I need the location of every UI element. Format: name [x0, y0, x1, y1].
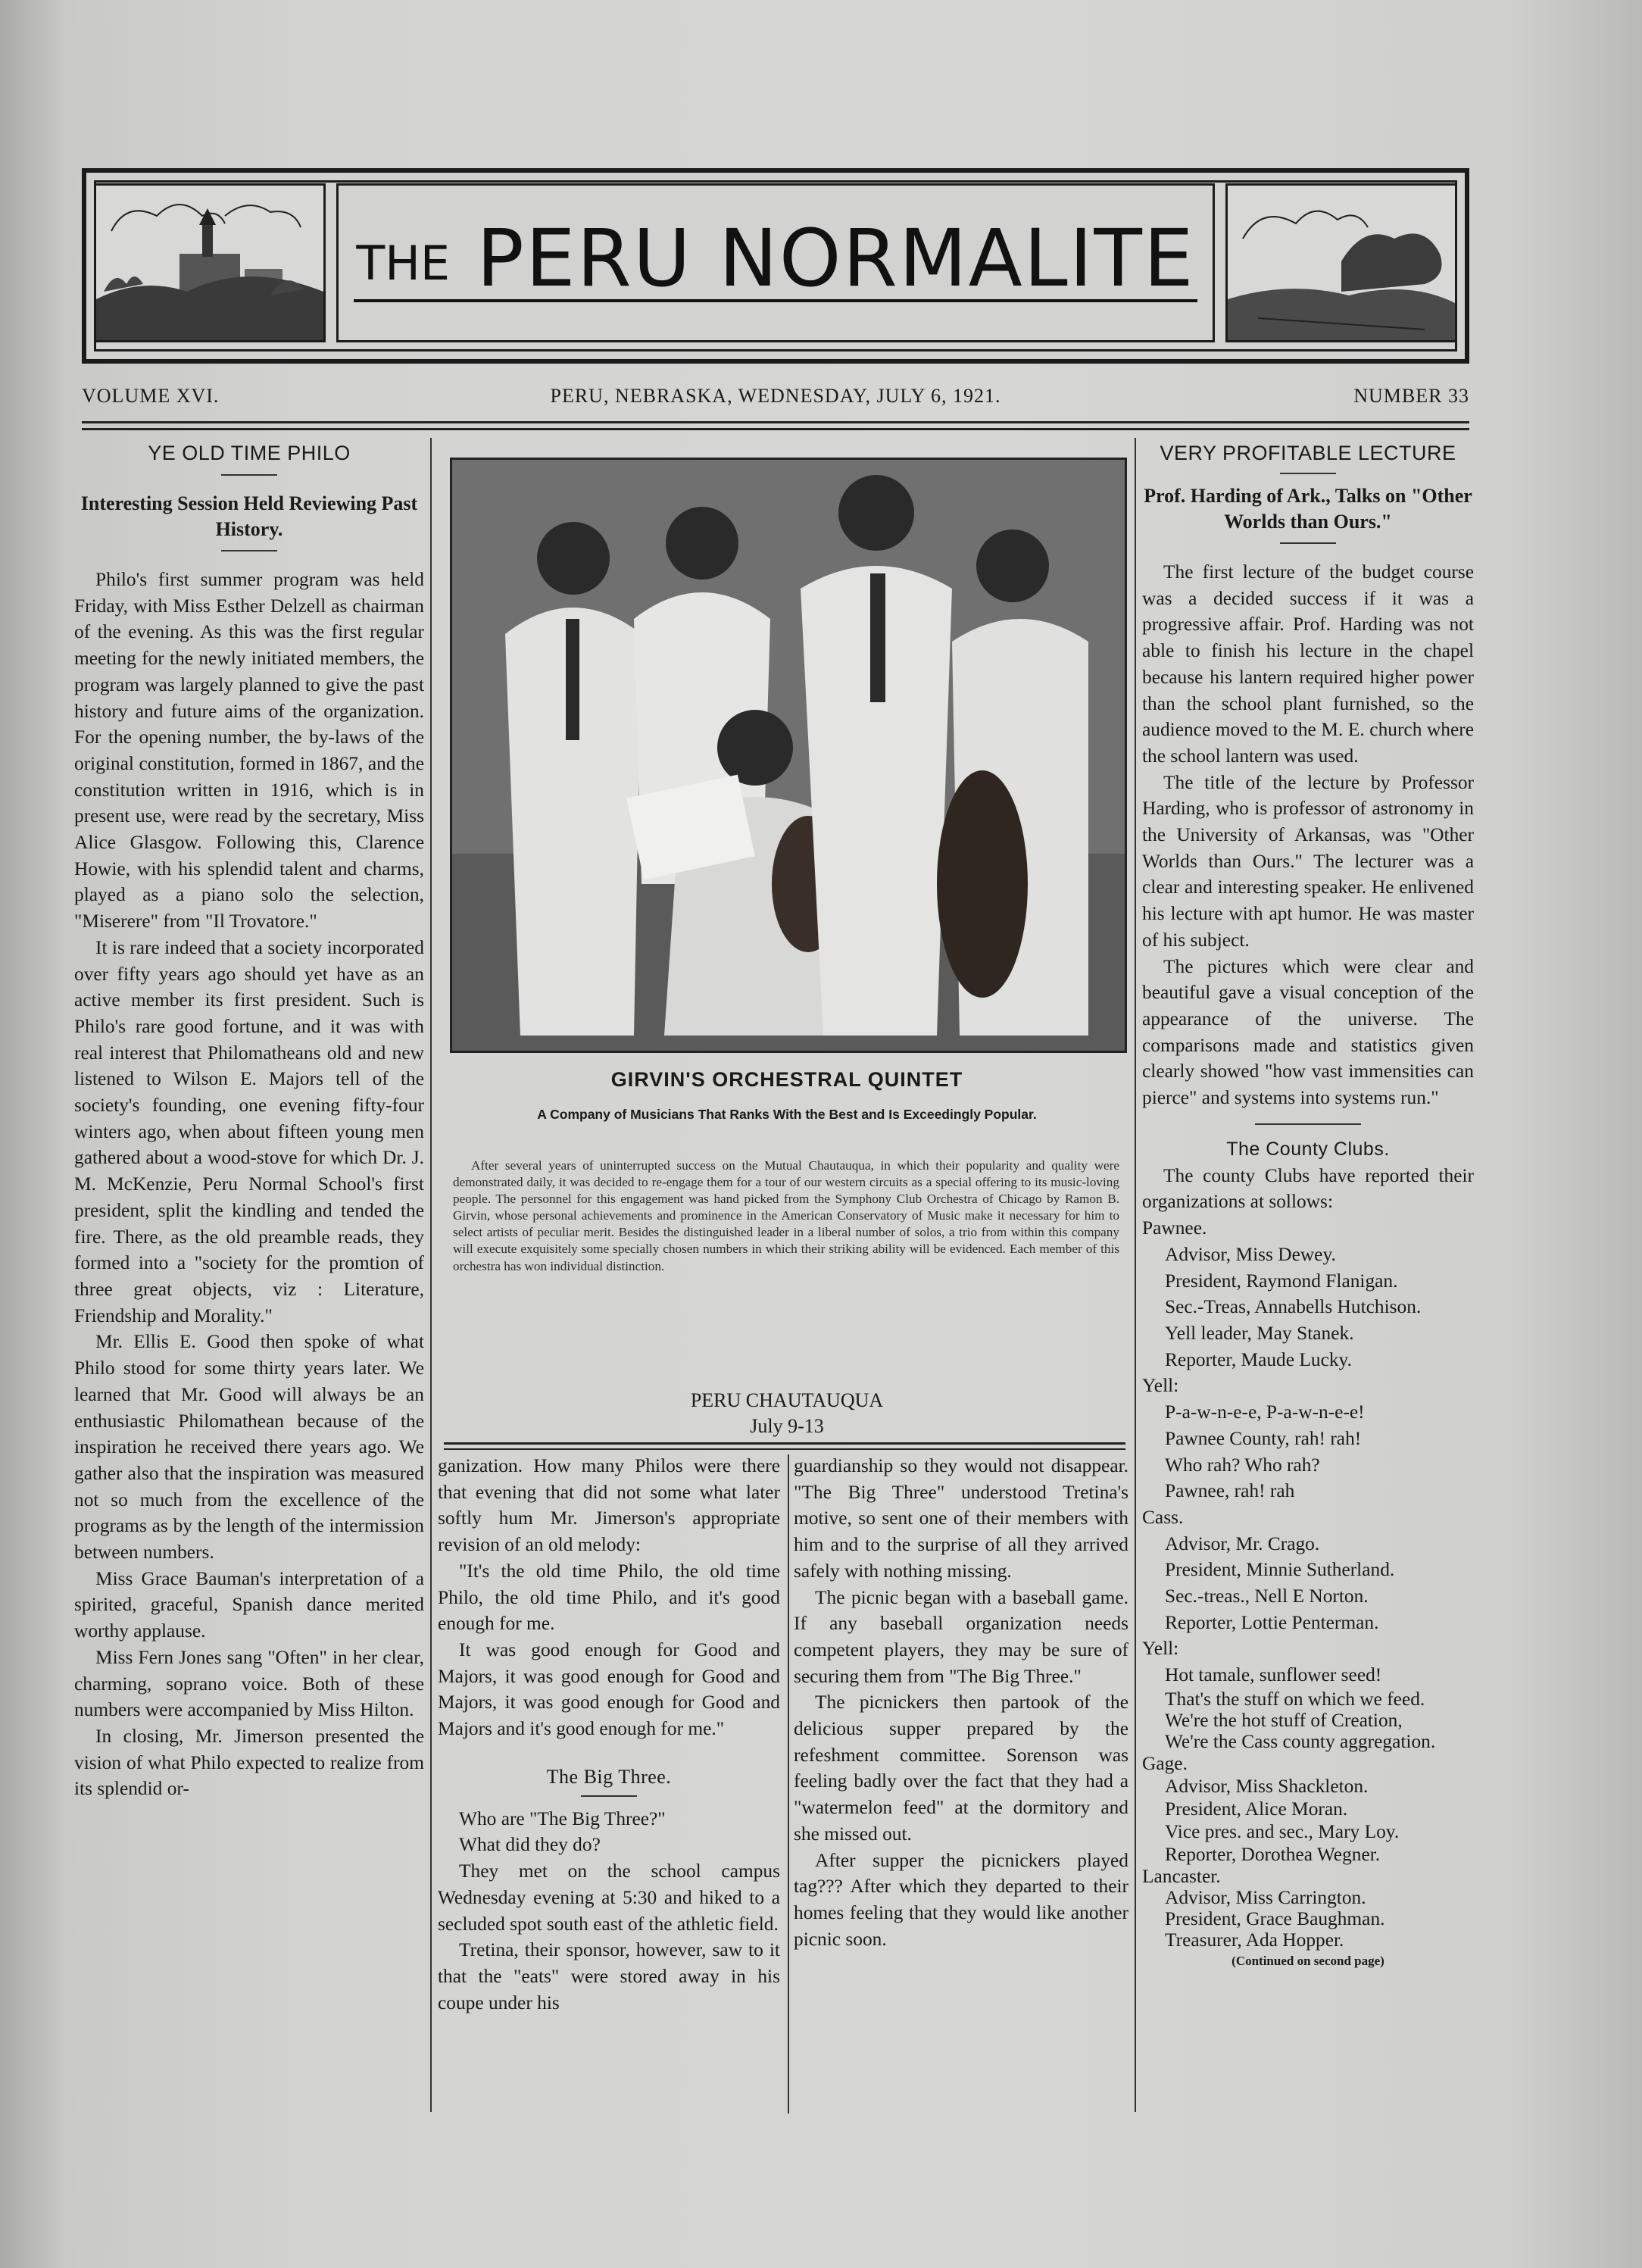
lancaster-club — [1142, 1866, 1474, 1972]
clubs-intro: The county Clubs have reported their organizations at sollows: — [1142, 1164, 1474, 1213]
column-rule-left — [430, 438, 432, 2112]
club-yell-line: We're the hot stuff of Creation, — [1165, 1709, 1403, 1731]
clubs-headline: The County Clubs. — [1226, 1138, 1390, 1160]
club-name: Lancaster. — [1142, 1865, 1221, 1887]
quintet-caption-body — [453, 1157, 1119, 1275]
philo-article — [74, 439, 424, 1802]
club-officer: Advisor, Miss Dewey. — [1165, 1243, 1336, 1265]
philo-paragraph: It is rare indeed that a society incorporated over fifty years ago should yet have as an active member its first president. Such is Philo's rare good fortune, and it was with real interest that Philomatheans old and new listened to Wilson E. Majors tell of the society's founding, one evening fifty-four winters ago, when about fifteen young men gathered about a wood-stove for which Dr. J. M. McKenzie, Peru Normal School's first president, split the kindling and tended the fire. There, as the old preamble reads, they formed into a "society for the promtion of three great objects, viz : Literature, Friendship and Morality." — [74, 936, 424, 1326]
big-three-headline: The Big Three. — [546, 1765, 672, 1788]
club-officer: Yell leader, May Stanek. — [1165, 1322, 1354, 1344]
club-officer: President, Raymond Flanigan. — [1165, 1270, 1398, 1292]
column-rule-right — [1135, 438, 1136, 2112]
philo-cont-paragraph: It was good enough for Good and Majors, it was good enough for Good and Majors, it was good enough for Good and Majors and it's good enough for me." — [438, 1639, 780, 1740]
club-officer: Sec.-treas., Nell E Norton. — [1165, 1585, 1369, 1607]
masthead-baseline-rule — [354, 299, 1197, 302]
club-officer: President, Grace Baughman. — [1165, 1907, 1385, 1929]
club-officer: Advisor, Miss Shackleton. — [1165, 1775, 1369, 1797]
club-yell-line: Hot tamale, sunflower seed! — [1165, 1664, 1382, 1686]
chautauqua-notice — [435, 1388, 1139, 1439]
philo-paragraph: Miss Fern Jones sang "Often" in her clear, charming, soprano voice. Both of these numbers were accompanied by Miss Hilton. — [74, 1646, 424, 1721]
masthead — [82, 168, 1469, 364]
lecture-paragraph: The title of the lecture by Professor Harding, who is professor of astronomy in the University of Arkansas, was "Other Worlds than Ours." The lecturer was a clear and interesting speaker. He enlivened his lecture with apt humor. He was master of his subject. — [1142, 771, 1474, 951]
masthead-title-box — [336, 183, 1215, 342]
big-three-paragraph: The picnickers then partook of the delicious supper prepared by the refeshment committee. Sorenson was feeling badly over the fact that they had a "watermelon feed" at the dormitory and she missed out. — [794, 1692, 1128, 1845]
clubs-separator — [1255, 1123, 1361, 1125]
right-column — [1142, 439, 1474, 1972]
club-officer: Advisor, Miss Carrington. — [1165, 1886, 1366, 1908]
club-officer: Sec.-Treas, Annabells Hutchison. — [1165, 1296, 1422, 1318]
club-officer: President, Alice Moran. — [1165, 1798, 1348, 1820]
club-officer: Vice pres. and sec., Mary Loy. — [1165, 1820, 1400, 1842]
club-officer: Reporter, Dorothea Wegner. — [1165, 1843, 1381, 1865]
club-yell-label: Yell: — [1142, 1638, 1179, 1660]
cass-club — [1142, 1504, 1474, 1752]
club-officer: President, Minnie Sutherland. — [1165, 1559, 1395, 1581]
lecture-headline: VERY PROFITABLE LECTURE — [1160, 442, 1456, 464]
big-three-paragraph: They met on the school campus Wednesday evening at 5:30 and hiked to a secluded spot south east of the athletic field. — [438, 1860, 780, 1935]
club-yell-line: We're the Cass county aggregation. — [1165, 1730, 1436, 1752]
philo-subhead: Interesting Session Held Reviewing Past History. — [80, 492, 418, 540]
column-rule-middle — [788, 1454, 789, 2113]
club-officer: Reporter, Lottie Penterman. — [1165, 1611, 1379, 1633]
landscape-vignette-right — [1225, 183, 1457, 342]
philo-paragraph: Miss Grace Bauman's interpretation of a spirited, graceful, Spanish dance merited worthy applause. — [74, 1567, 424, 1642]
dateline-rule-bottom — [82, 428, 1469, 430]
lecture-subhead: Prof. Harding of Ark., Talks on "Other Worlds than Ours." — [1144, 485, 1472, 533]
big-three-rule — [581, 1795, 637, 1797]
philo-paragraph: In closing, Mr. Jimerson presented the vision of what Philo expected to realize from its splendid or- — [74, 1725, 424, 1800]
philo-subhead-rule — [221, 550, 277, 551]
philo-paragraph: Mr. Ellis E. Good then spoke of what Philo stood for some thirty years later. We learned that Mr. Good will always be an enthusiastic Philomathean because of the inspiration he received there years ago. We gather also that the inspiration was measured not so much from the excellence of the programs as by the length of the intermission between numbers. — [74, 1331, 424, 1564]
club-yell-line: That's the stuff on which we feed. — [1165, 1688, 1425, 1710]
lecture-subhead-rule — [1280, 542, 1336, 544]
philo-headline: YE OLD TIME PHILO — [148, 442, 351, 464]
quintet-caption-text: After several years of uninterrupted success on the Mutual Chautauqua, in which their popularity and quality were demonstrated daily, it was decided to re-engage them for a tour of our western circuits as a special offering to its music-loving people. The personnel for this engagement was hand picked from the Symphony Club Orchestra of Chicago by Ramon B. Girvin, whose personal achievements and prominence in the American Conservatory of Music make it necessary for him to select artists of peculiar merit. Besides the distinguished leader in a liberal number of solos, a trio from within this company will execute exquisitely some specially chosen numbers in which their striking ability will be evidenced. Each member of this orchestra has won individual distinction. — [453, 1158, 1119, 1273]
dateline — [82, 385, 1469, 408]
photo-section-rule-bottom — [444, 1448, 1125, 1450]
club-yell-line: P-a-w-n-e-e, P-a-w-n-e-e! — [1165, 1401, 1365, 1423]
philo-cont-paragraph: ganization. How many Philos were there that evening that did not some what later softly hum Mr. Jimerson's appropriate revision of an old melody: — [438, 1455, 780, 1556]
chautauqua-dates: July 9-13 — [750, 1415, 824, 1437]
lecture-paragraph: The first lecture of the budget course was a decided success if it was a progressive affair. Prof. Harding was not able to finish his lecture in the chapel because his lantern required higher power than the school plant furnished, so the audience moved to the M. E. church where the school lantern was used. — [1142, 561, 1474, 767]
quintet-photograph — [450, 458, 1127, 1053]
club-yell-line: Who rah? Who rah? — [1165, 1454, 1320, 1476]
quintet-caption-subtitle: A Company of Musicians That Ranks With the Best and Is Exceedingly Popular. — [537, 1107, 1037, 1122]
issue-number: NUMBER 33 — [1353, 385, 1469, 407]
title-the: THE — [356, 236, 451, 291]
club-name: Cass. — [1142, 1506, 1184, 1528]
club-officer: Advisor, Mr. Crago. — [1165, 1532, 1320, 1554]
club-yell-line: Pawnee, rah! rah — [1165, 1480, 1295, 1502]
philo-paragraph: Philo's first summer program was held Friday, with Miss Esther Delzell as chairman of the evening. As this was the first regular meeting for the newly initiated members, the program was largely planned to give the past history and future aims of the organization. For the opening number, the by-laws of the original constitution, formed in 1867, and the constitution written in 1916, which is in present use, were read by the secretary, Miss Alice Glasgow. Following this, Clarence Howie, with his splendid talent and charms, played as a piano solo the selection, "Miserere" from "Il Trovatore." — [74, 569, 424, 933]
lecture-headline-rule — [1280, 473, 1336, 474]
big-three-paragraph: What did they do? — [459, 1834, 601, 1856]
big-three-paragraph: The picnic began with a baseball game. If any baseball organization needs competent players, they may be sure of securing them from "The Big Three." — [794, 1586, 1128, 1687]
place-and-date: PERU, NEBRASKA, WEDNESDAY, JULY 6, 1921. — [550, 385, 1001, 407]
lecture-paragraph: The pictures which were clear and beautiful gave a visual conception of the appearance of the universe. The comparisons made and statistics given clearly showed "how vast immensities can pierce" and systems into systems run." — [1142, 955, 1474, 1109]
quintet-caption-title: GIRVIN'S ORCHESTRAL QUINTET — [610, 1068, 963, 1091]
philo-continued-col-a — [438, 1453, 780, 2016]
campus-vignette-left — [94, 183, 326, 342]
club-officer: Treasurer, Ada Hopper. — [1165, 1929, 1344, 1951]
big-three-paragraph: Tretina, their sponsor, however, saw to it that the "eats" were stored away in his coupe under his — [438, 1939, 780, 2013]
philo-cont-paragraph: "It's the old time Philo, the old time Philo, the old time Philo, and it's good enough for me. — [438, 1560, 780, 1635]
pawnee-club — [1142, 1215, 1474, 1504]
big-three-col-b — [794, 1453, 1128, 1952]
dateline-rule-top — [82, 421, 1469, 423]
big-three-paragraph: Who are "The Big Three?" — [459, 1807, 666, 1829]
photo-section-rule-top — [444, 1442, 1125, 1445]
club-name: Pawnee. — [1142, 1217, 1207, 1239]
volume-number: VOLUME XVI. — [82, 385, 220, 407]
title-main: PERU NORMALITE — [476, 212, 1195, 305]
newspaper-title — [339, 212, 1213, 305]
club-name: Gage. — [1142, 1752, 1188, 1774]
club-yell-line: Pawnee County, rah! rah! — [1165, 1427, 1362, 1449]
big-three-paragraph: guardianship so they would not disappear. "The Big Three" understood Tretina's motive, so sent one of their members with him and to the surprise of all they arrived safely with nothing missing. — [794, 1455, 1128, 1582]
continued-notice: (Continued on second page) — [1232, 1953, 1384, 1968]
philo-headline-rule — [221, 474, 277, 476]
club-officer: Reporter, Maude Lucky. — [1165, 1348, 1352, 1370]
gage-club — [1142, 1752, 1474, 1866]
chautauqua-title: PERU CHAUTAUQUA — [690, 1389, 884, 1411]
club-yell-label: Yell: — [1142, 1375, 1179, 1397]
big-three-paragraph: After supper the picnickers played tag??? After which they departed to their homes feeling that they would like another picnic soon. — [794, 1849, 1128, 1950]
